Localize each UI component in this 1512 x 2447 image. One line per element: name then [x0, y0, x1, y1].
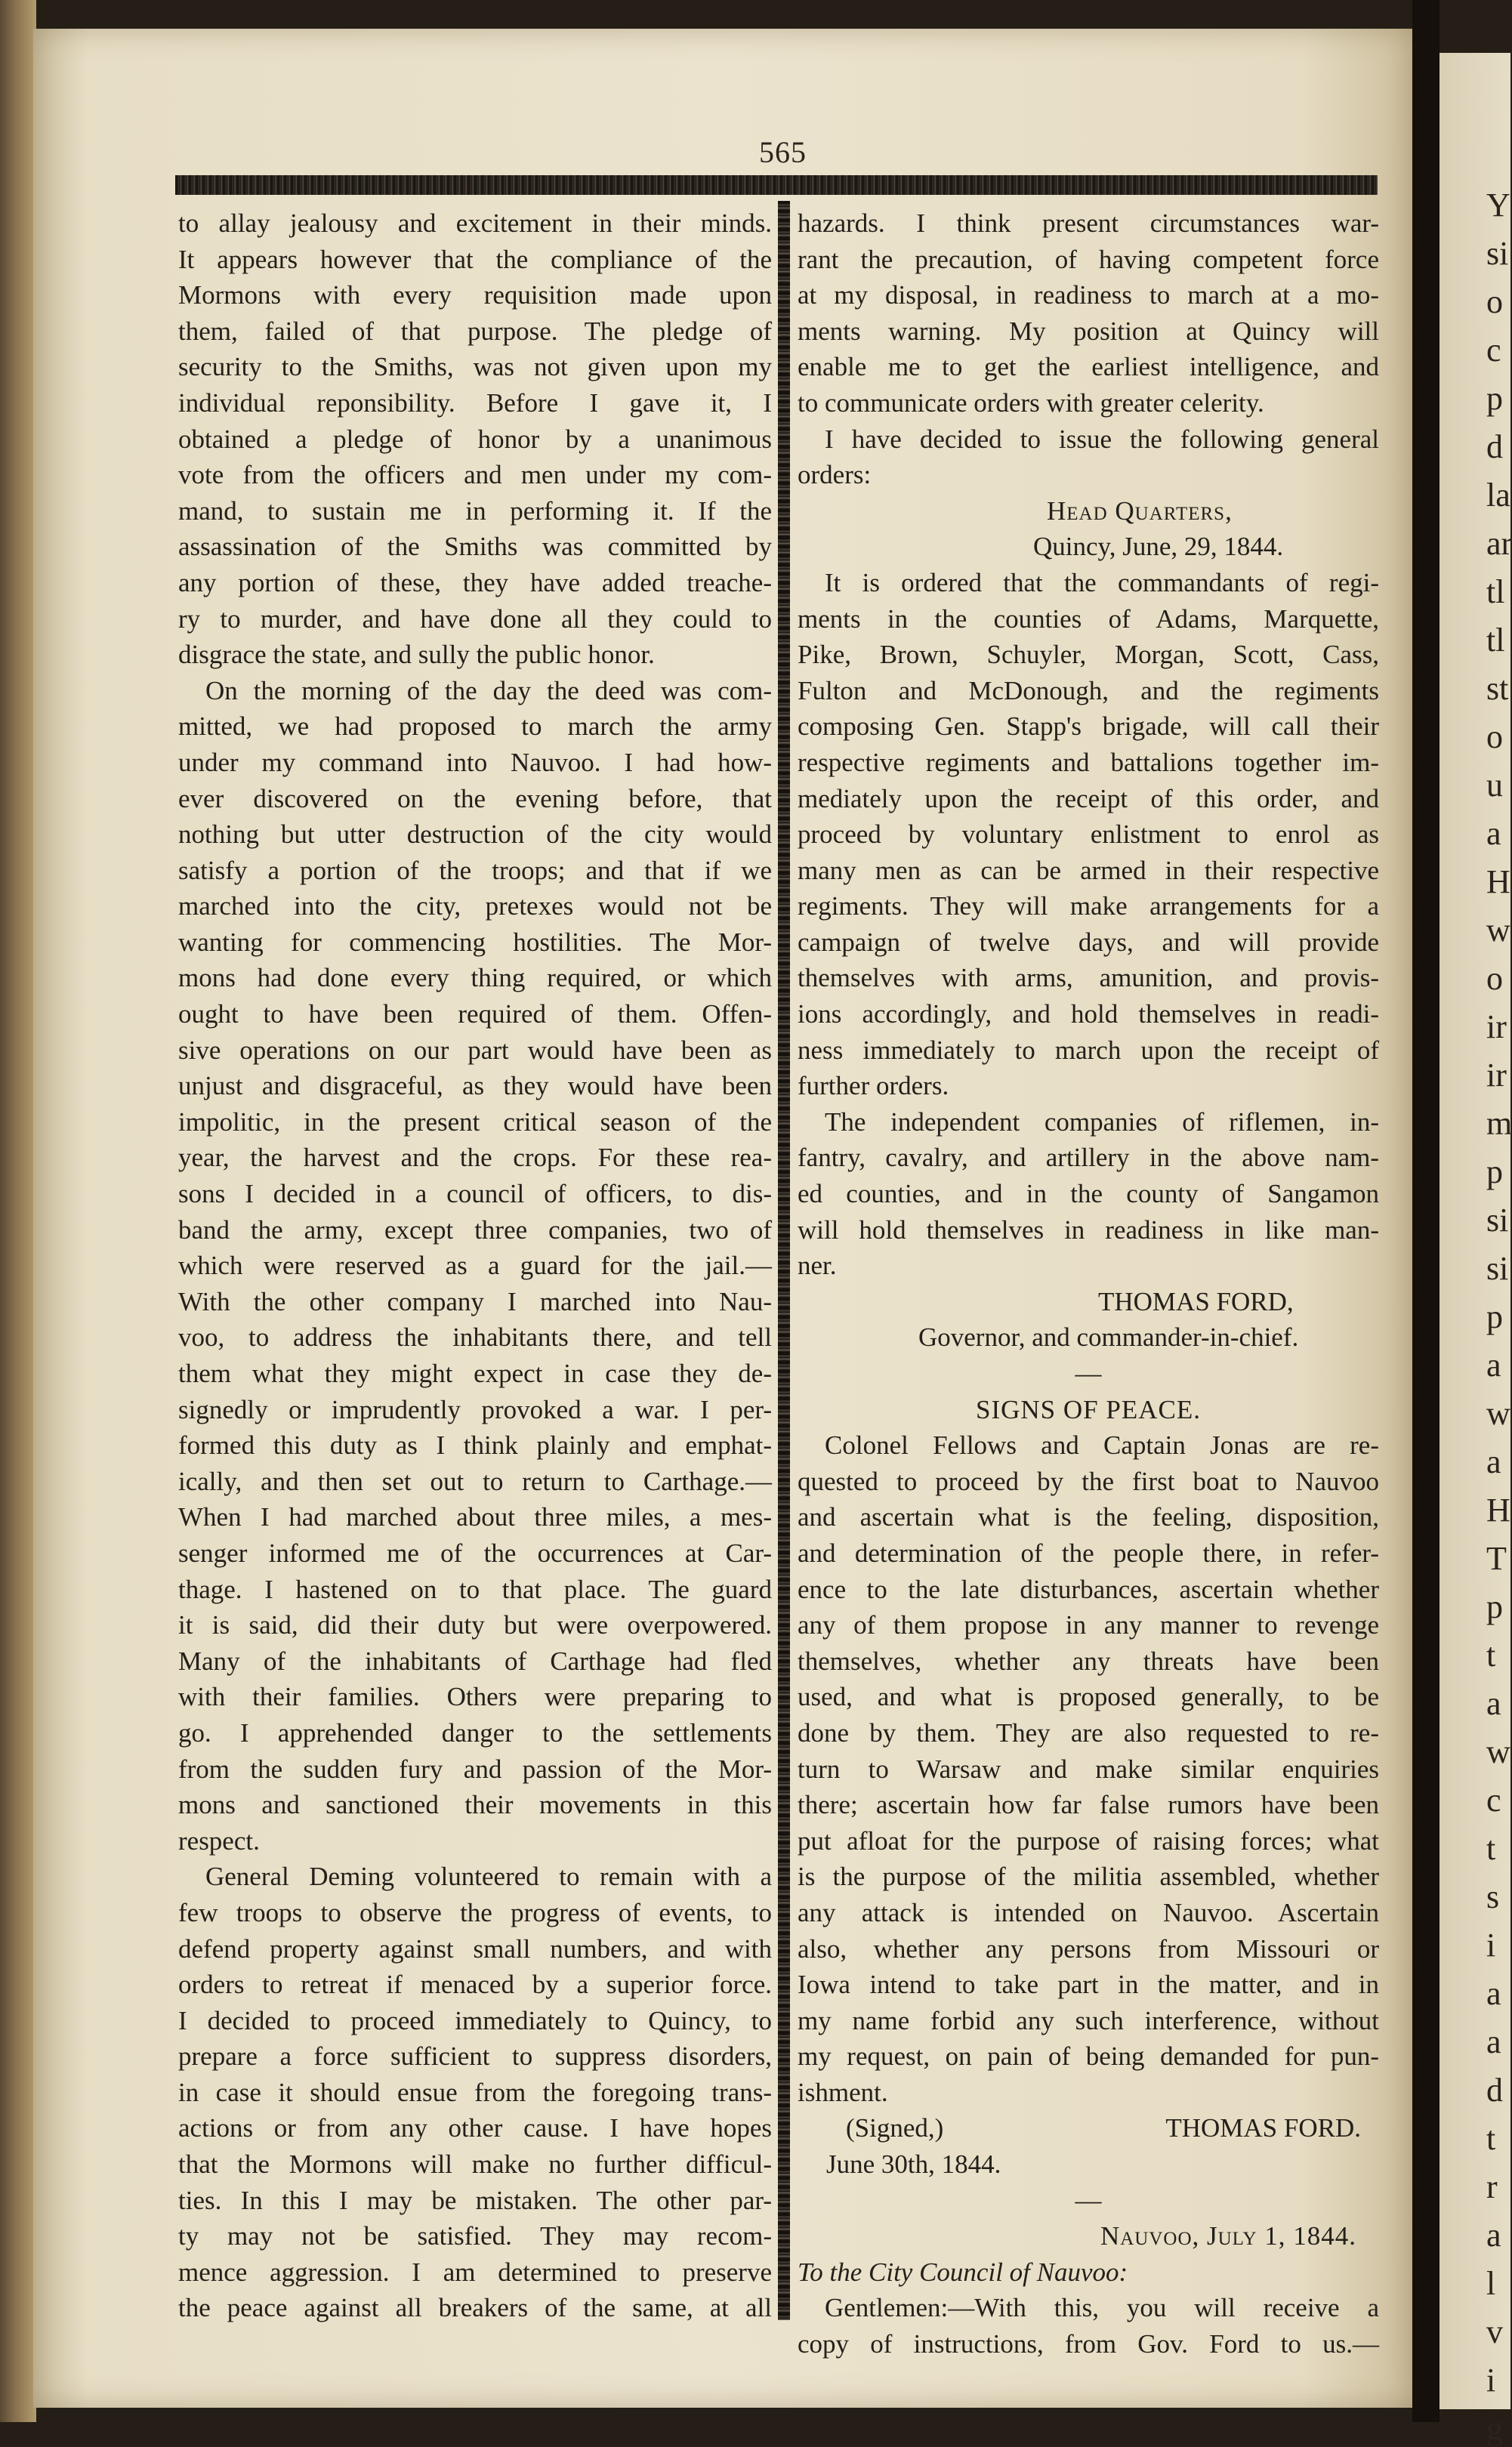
facing-page-fragment: p: [1486, 1298, 1503, 1335]
text-line: ever discovered on the evening before, that: [178, 783, 772, 813]
text-line: further orders.: [798, 1071, 949, 1101]
text-line: done by them. They are also requested to re-: [798, 1717, 1379, 1748]
text-line: is the purpose of the militia assembled, whether: [798, 1862, 1379, 1892]
signs-of-peace-text: [798, 1427, 1379, 2110]
text-line: unjust and disgraceful, as they would have been: [178, 1071, 772, 1101]
text-line: to allay jealousy and excitement in their minds.: [178, 208, 772, 238]
text-line: put afloat for the purpose of raising forces; what: [798, 1825, 1379, 1856]
facing-page-fragment: o: [1486, 283, 1503, 320]
text-line: mons had done every thing required, or which: [178, 963, 772, 993]
text-line: respective regiments and battalions together im-: [798, 747, 1379, 777]
text-line: General Deming volunteered to remain with a: [205, 1862, 772, 1892]
text-line: impolitic, in the present critical season of the: [178, 1106, 772, 1137]
text-line: ically, and then set out to return to Carthage.—: [178, 1466, 772, 1496]
text-line: rant the precaution, of having competent force: [798, 244, 1379, 274]
facing-page-fragment: ar: [1486, 525, 1512, 562]
book-gutter: [1412, 0, 1439, 2422]
intro-paragraphs: [798, 205, 1379, 493]
text-line: vote from the officers and men under my com-: [178, 460, 772, 490]
text-line: mons and sanctioned their movements in this: [178, 1790, 772, 1820]
text-line: thage. I hastened on to that place. The guard: [178, 1574, 772, 1604]
letter-body: [798, 2290, 1379, 2362]
signed-name: THOMAS FORD.: [1165, 2113, 1361, 2143]
text-line: year, the harvest and the crops. For these rea-: [178, 1143, 772, 1173]
text-line: any portion of these, they have added treache-: [178, 567, 772, 597]
text-line: mence aggression. I am determined to preserve: [178, 2257, 772, 2287]
text-line: them what they might expect in case they de-: [178, 1359, 772, 1388]
head-quarters-line: Head Quarters,: [1047, 495, 1233, 526]
text-line: which were reserved as a guard for the jail.—: [178, 1251, 772, 1281]
facing-page-fragment: p: [1486, 1588, 1503, 1625]
text-line: ty may not be satisfied. They may recom-: [178, 2221, 772, 2251]
general-order-text: [798, 565, 1379, 1248]
text-line: any of them propose in any manner to revenge: [798, 1610, 1379, 1640]
text-line: The independent companies of riflemen, in-: [825, 1106, 1379, 1137]
signature-block: [798, 2110, 1379, 2146]
text-line: ties. In this I may be mistaken. The other par-: [178, 2185, 772, 2215]
facing-page-fragment: a: [1486, 815, 1501, 852]
section-heading: SIGNS OF PEACE.: [976, 1394, 1201, 1424]
text-line: Iowa intend to take part in the matter, and in: [798, 1970, 1379, 2000]
header-rule: [175, 175, 1378, 195]
text-line: with their families. Others were preparing to: [178, 1682, 772, 1712]
facing-page-fragment: r: [1486, 2168, 1498, 2205]
text-line: my name forbid any such interference, without: [798, 2005, 1379, 2035]
text-line: ry to murder, and have done all they could to: [178, 603, 772, 634]
text-line: ed counties, and in the county of Sangamon: [798, 1179, 1379, 1209]
facing-page-fragment: la: [1486, 477, 1510, 514]
text-line: ence to the late disturbances, ascertain whether: [798, 1574, 1379, 1604]
text-line: that the Mormons will make no further difficul-: [178, 2149, 772, 2180]
text-line: I decided to proceed immediately to Quincy, to: [178, 2005, 772, 2035]
text-line: ishment.: [798, 2077, 888, 2107]
text-line: in case it should ensue from the foregoing trans-: [178, 2077, 772, 2107]
text-line: mand, to sustain me in performing it. If the: [178, 495, 772, 526]
text-line: my request, on pain of being demanded for pun-: [798, 2041, 1379, 2072]
text-line: the peace against all breakers of the same, at all: [178, 2293, 772, 2323]
text-line: campaign of twelve days, and will provide: [798, 927, 1379, 957]
facing-page-fragment: tl: [1486, 622, 1505, 659]
page-number: 565: [759, 135, 807, 169]
text-line: used, and what is proposed generally, to be: [798, 1682, 1379, 1712]
text-line: satisfy a portion of the troops; and that if we: [178, 855, 772, 885]
right-column: [798, 205, 1379, 2359]
text-line: mitted, we had proposed to march the army: [178, 711, 772, 742]
facing-page-fragment: st: [1486, 670, 1509, 707]
text-line: at my disposal, in readiness to march at a mo-: [798, 280, 1379, 310]
signed-date: June 30th, 1844.: [826, 2149, 1001, 2180]
text-line: from the sudden fury and passion of the Mor-: [178, 1754, 772, 1784]
facing-page-fragment: si: [1486, 1250, 1509, 1287]
facing-page-fragment: u: [1486, 767, 1503, 804]
text-line: themselves, whether any threats have been: [798, 1646, 1379, 1676]
text-line: band the army, except three companies, two of: [178, 1214, 772, 1245]
facing-page-fragment: w: [1486, 912, 1510, 949]
facing-page-fragment: m: [1486, 1105, 1512, 1142]
text-line: Fulton and McDonough, and the regiments: [798, 675, 1379, 705]
text-line: Many of the inhabitants of Carthage had fled: [178, 1646, 772, 1676]
facing-page-fragment: i: [1486, 2362, 1496, 2399]
text-line: enable me to get the earliest intelligence, and: [798, 352, 1379, 382]
text-line: nothing but utter destruction of the city would: [178, 819, 772, 850]
text-line: respect.: [178, 1825, 260, 1856]
text-line: them, failed of that purpose. The pledge of: [178, 316, 772, 346]
text-line: and ascertain what is the feeling, disposition,: [798, 1502, 1379, 1532]
facing-page-fragment: a: [1486, 2217, 1501, 2254]
facing-page-fragment: s: [1486, 1878, 1500, 1915]
facing-page-fragment: Y: [1486, 187, 1510, 224]
facing-page-fragment: tl: [1486, 573, 1505, 610]
text-line: defend property against small numbers, and with: [178, 1933, 772, 1964]
facing-page-fragment: a: [1486, 1347, 1501, 1384]
text-line: sive operations on our part would have been as: [178, 1035, 772, 1065]
text-line: prepare a force sufficient to suppress disorders,: [178, 2041, 772, 2072]
text-line: assassination of the Smiths was committed by: [178, 532, 772, 562]
signer-title: Governor, and commander-in-chief.: [918, 1322, 1299, 1353]
text-line: ments warning. My position at Quincy will: [798, 316, 1379, 346]
letter-dateline: Nauvoo, July 1, 1844.: [1100, 2221, 1356, 2251]
facing-page-fragment: o: [1486, 960, 1503, 997]
facing-page-fragment: c: [1486, 332, 1501, 369]
facing-page-fragment: v: [1486, 2313, 1503, 2350]
order-final-line: ner.: [798, 1251, 837, 1281]
facing-page-fragment: a: [1486, 1443, 1501, 1480]
facing-page-fragment: i: [1486, 1927, 1496, 1964]
facing-page-fragment: si: [1486, 1202, 1509, 1239]
text-line: fantry, cavalry, and artillery in the above nam-: [798, 1143, 1379, 1173]
text-line: themselves with arms, amunition, and provis-: [798, 963, 1379, 993]
facing-page-fragment: si: [1486, 235, 1509, 272]
facing-page-fragment: H: [1486, 1492, 1510, 1529]
text-line: ought to have been required of them. Offen-: [178, 999, 772, 1029]
text-line: Pike, Brown, Schuyler, Morgan, Scott, Cass,: [798, 640, 1379, 670]
facing-page-fragment: l: [1486, 2265, 1496, 2302]
text-line: I have decided to issue the following general: [825, 424, 1379, 454]
text-line: turn to Warsaw and make similar enquiries: [798, 1754, 1379, 1784]
text-line: copy of instructions, from Gov. Ford to us.—: [798, 2329, 1379, 2359]
facing-page-fragment: H: [1486, 863, 1510, 900]
facing-page-fragment: a: [1486, 1685, 1501, 1722]
text-line: voo, to address the inhabitants there, and tell: [178, 1322, 772, 1353]
text-line: orders to retreat if menaced by a superior force.: [178, 1970, 772, 2000]
facing-page-fragment: ir: [1486, 1008, 1507, 1045]
text-line: wanting for commencing hostilities. The Mor-: [178, 927, 772, 957]
facing-page-fragment: d: [1486, 428, 1503, 465]
text-line: Mormons with every requisition made upon: [178, 280, 772, 310]
facing-page-fragment: o: [1486, 718, 1503, 755]
text-line: On the morning of the day the deed was com-: [205, 675, 772, 705]
text-line: marched into the city, pretexes would not be: [178, 891, 772, 921]
facing-page-fragment: a: [1486, 2023, 1501, 2060]
text-line: any attack is intended on Nauvoo. Ascertain: [798, 1897, 1379, 1927]
facing-page-fragment: w: [1486, 1733, 1510, 1770]
text-line: quested to proceed by the first boat to Nauvoo: [798, 1466, 1379, 1496]
text-line: regiments. They will make arrangements for a: [798, 891, 1379, 921]
left-column: [178, 205, 772, 2323]
text-line: few troops to observe the progress of events, to: [178, 1897, 772, 1927]
text-line: there; ascertain how far false rumors have been: [798, 1790, 1379, 1820]
text-line: ments in the counties of Adams, Marquette,: [798, 603, 1379, 634]
facing-page-fragment: c: [1486, 1782, 1501, 1819]
text-line: obtained a pledge of honor by a unanimous: [178, 424, 772, 454]
signer-name: THOMAS FORD,: [1098, 1286, 1294, 1316]
text-line: will hold themselves in readiness in like man-: [798, 1214, 1379, 1245]
facing-page-fragment: g: [1486, 2410, 1503, 2447]
letter-address: To the City Council of Nauvoo:: [798, 2257, 1128, 2287]
section-separator: —: [1075, 1359, 1102, 1388]
text-line: mediately upon the receipt of this order, and: [798, 783, 1379, 813]
facing-page-fragment: t: [1486, 1637, 1496, 1674]
facing-page-fragment: t: [1486, 1830, 1496, 1867]
text-line: many men as can be armed in their respective: [798, 855, 1379, 885]
facing-page-fragment: t: [1486, 2120, 1496, 2157]
text-line: senger informed me of the occurrences at Car-: [178, 1538, 772, 1568]
text-line: It appears however that the compliance of the: [178, 244, 772, 274]
text-line: When I had marched about three miles, a mes-: [178, 1502, 772, 1532]
facing-page-fragment: p: [1486, 380, 1503, 417]
text-line: individual reponsibility. Before I gave it, I: [178, 387, 772, 418]
book-spine-edge: [0, 0, 36, 2422]
text-line: orders:: [798, 460, 872, 490]
facing-page-fragment: p: [1486, 1153, 1503, 1190]
text-line: hazards. I think present circumstances war-: [798, 208, 1379, 238]
text-line: formed this duty as I think plainly and emphat-: [178, 1430, 772, 1461]
text-line: security to the Smiths, was not given upon my: [178, 352, 772, 382]
facing-page-fragment: ir: [1486, 1057, 1507, 1094]
column-divider-rule: [778, 201, 790, 2320]
text-line: to communicate orders with greater celerity.: [798, 387, 1264, 418]
text-line: With the other company I marched into Nau-: [178, 1286, 772, 1316]
text-line: go. I apprehended danger to the settlements: [178, 1717, 772, 1748]
text-line: ions accordingly, and hold themselves in readi-: [798, 999, 1379, 1029]
text-line: it is said, did their duty but were overpowered.: [178, 1610, 772, 1640]
text-line: Colonel Fellows and Captain Jonas are re-: [825, 1430, 1379, 1461]
text-line: composing Gen. Stapp's brigade, will call their: [798, 711, 1379, 742]
text-line: under my command into Nauvoo. I had how-: [178, 747, 772, 777]
text-line: It is ordered that the commandants of regi-: [825, 567, 1379, 597]
facing-page-fragment: d: [1486, 2072, 1503, 2109]
text-line: signedly or imprudently provoked a war. I per-: [178, 1394, 772, 1424]
facing-page-edge: [1439, 53, 1512, 2447]
facing-page-fragment: w: [1486, 1395, 1510, 1432]
text-line: sons I decided in a council of officers, to dis-: [178, 1179, 772, 1209]
text-line: disgrace the state, and sully the public honor.: [178, 640, 655, 670]
text-line: and determination of the people there, in refer-: [798, 1538, 1379, 1568]
text-line: actions or from any other cause. I have hopes: [178, 2113, 772, 2143]
facing-page-fragment: T: [1486, 1540, 1507, 1577]
text-line: ness immediately to march upon the receipt of: [798, 1035, 1379, 1065]
section-separator-2: —: [1075, 2185, 1102, 2215]
facing-page-fragment: a: [1486, 1975, 1501, 2012]
signed-label: (Signed,): [846, 2113, 944, 2143]
text-line: Gentlemen:—With this, you will receive a: [825, 2293, 1379, 2323]
text-line: also, whether any persons from Missouri or: [798, 1933, 1379, 1964]
head-quarters-date: Quincy, June, 29, 1844.: [1033, 532, 1284, 562]
text-line: proceed by voluntary enlistment to enrol as: [798, 819, 1379, 850]
